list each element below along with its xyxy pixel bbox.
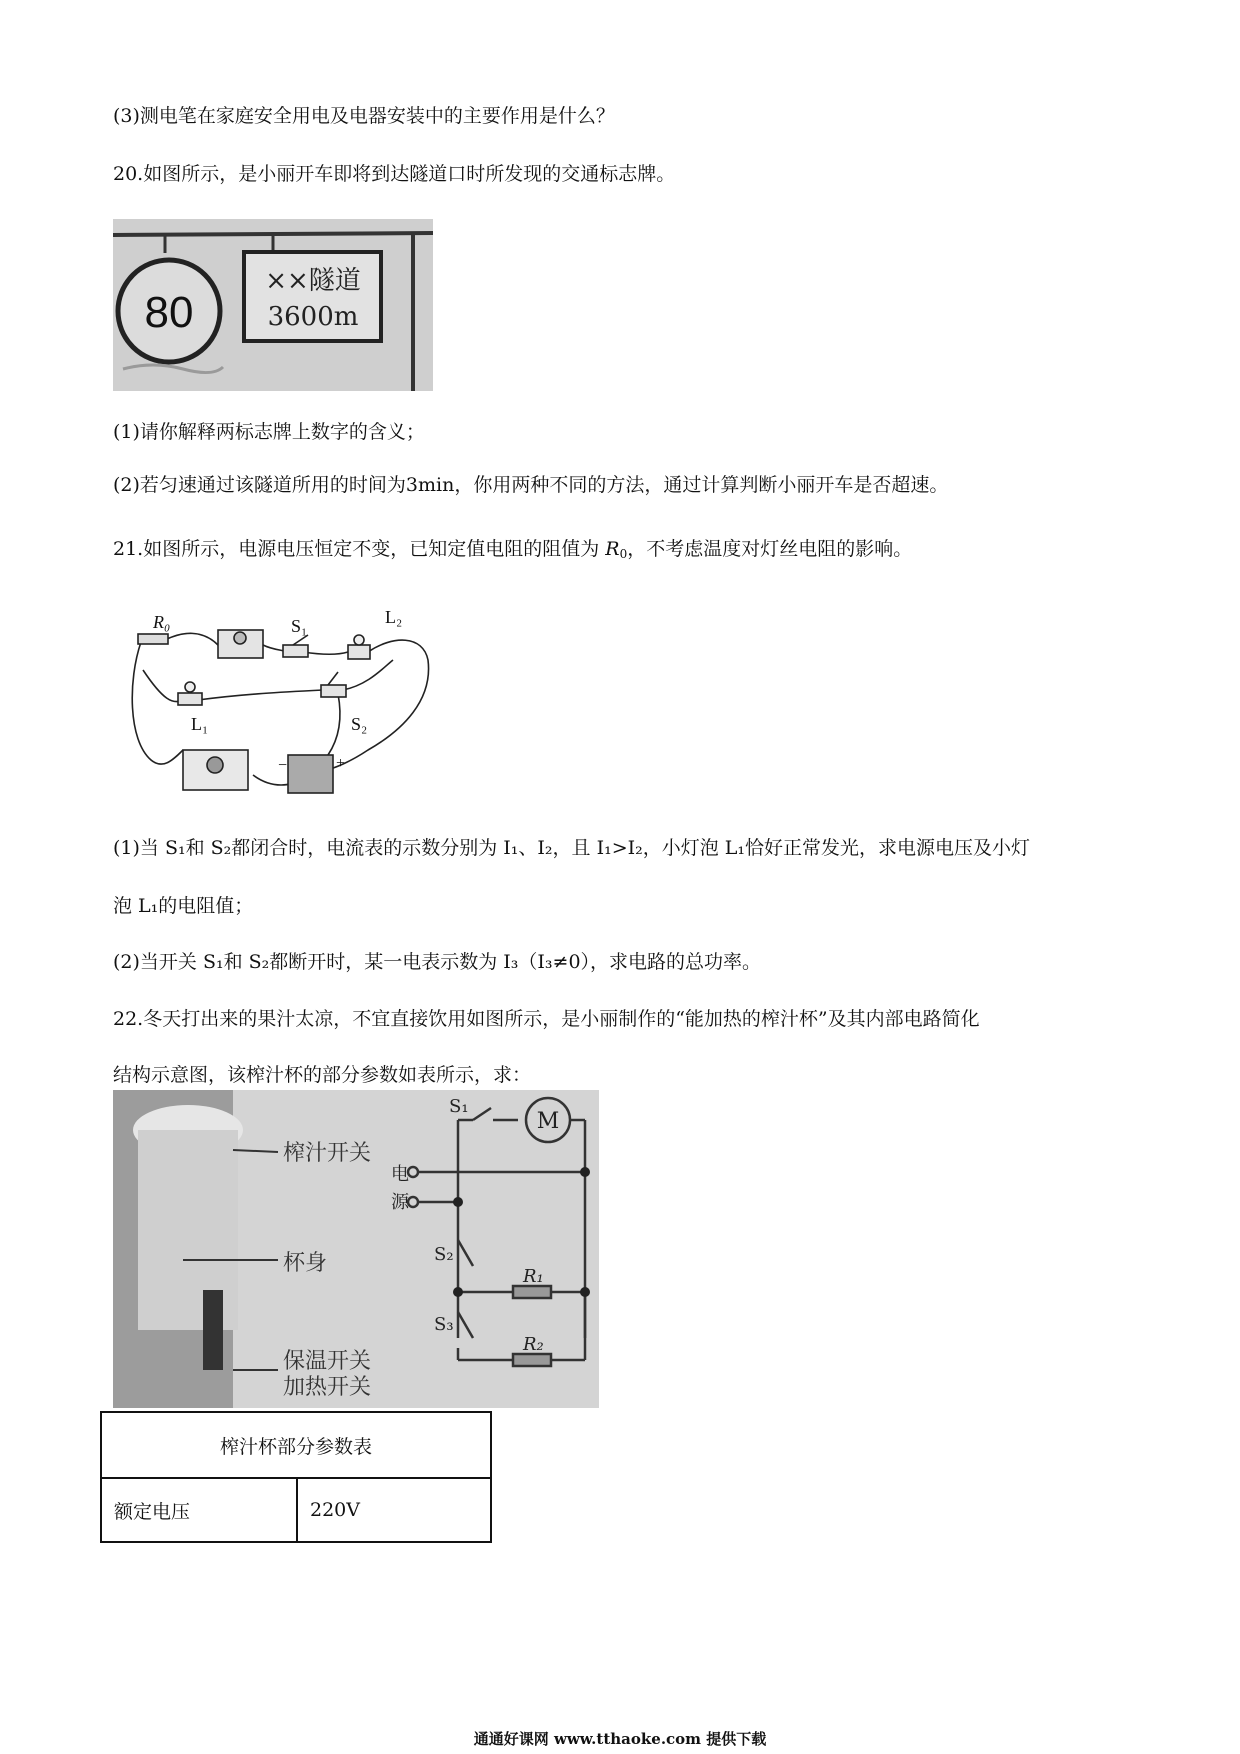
label-cup-body: 杯身 <box>283 1251 328 1276</box>
q20-part1: (1)请你解释两标志牌上数字的含义； <box>113 421 425 443</box>
juicer-photo-and-circuit <box>113 1090 599 1408</box>
q19-part3: (3)测电笔在家庭安全用电及电器安装中的主要作用是什么？ <box>113 105 615 127</box>
circuit-photo-q21 <box>123 590 445 804</box>
param-name: 额定电压 <box>101 1478 297 1542</box>
label-s1: S₁ <box>291 616 308 636</box>
label-s2: S₂ <box>434 1244 454 1265</box>
label-s2: S₂ <box>351 714 368 734</box>
label-power-bottom: 源 <box>391 1192 409 1213</box>
label-s1: S₁ <box>449 1096 469 1117</box>
q21-stem: 21.如图所示，电源电压恒定不变，已知定值电阻的阻值为 $R_0$，不考虑温度对灯丝电阻的影响。 <box>113 538 913 561</box>
q21-part1-line1: (1)当 S₁和 S₂都闭合时，电流表的示数分别为 I₁、I₂，且 I₁>I₂，小灯泡 L₁恰好正常发光，求电源电压及小灯 <box>113 837 1031 859</box>
label-l1: L₁ <box>191 714 209 734</box>
q20-part2: (2)若匀速通过该隧道所用的时间为3min，你用两种不同的方法，通过计算判断小丽开车是否超速。 <box>113 474 949 496</box>
label-plus: + <box>336 755 346 772</box>
q22-stem-line2: 结构示意图，该榨汁杯的部分参数如表所示，求： <box>113 1064 532 1086</box>
table-title: 榨汁杯部分参数表 <box>101 1412 491 1478</box>
label-l2: L₂ <box>385 607 403 627</box>
q21-part1-line2: 泡 L₁的电阻值； <box>113 895 254 917</box>
label-r0: R₀ <box>153 612 171 632</box>
tunnel-length: 3600m <box>267 302 359 332</box>
q20-stem: 20.如图所示，是小丽开车即将到达隧道口时所发现的交通标志牌。 <box>113 163 676 185</box>
label-r1: R₁ <box>523 1266 544 1287</box>
param-value: 220V <box>297 1478 491 1542</box>
tunnel-name: ××隧道 <box>265 266 361 296</box>
label-juice-switch: 榨汁开关 <box>283 1141 372 1166</box>
label-motor: M <box>536 1109 560 1134</box>
page-footer: 通通好课网 www.tthaoke.com 提供下载 <box>473 1730 767 1748</box>
label-heat-switch: 加热开关 <box>283 1375 372 1400</box>
label-minus: − <box>278 757 288 774</box>
q21-part2: (2)当开关 S₁和 S₂都断开时，某一电表示数为 I₃（I₃≠0），求电路的总功率。 <box>113 951 762 973</box>
label-keep-warm-switch: 保温开关 <box>283 1349 372 1374</box>
speed-limit-value: 80 <box>144 288 194 337</box>
label-power-top: 电 <box>391 1164 409 1185</box>
juicer-params-table <box>100 1411 492 1543</box>
table-row <box>101 1478 491 1542</box>
traffic-sign-photo <box>113 219 433 391</box>
label-r2: R₂ <box>523 1334 544 1355</box>
label-s3: S₃ <box>434 1314 454 1335</box>
q22-stem-line1: 22.冬天打出来的果汁太凉，不宜直接饮用如图所示，是小丽制作的“能加热的榨汁杯”及其内部电路简化 <box>113 1008 980 1030</box>
